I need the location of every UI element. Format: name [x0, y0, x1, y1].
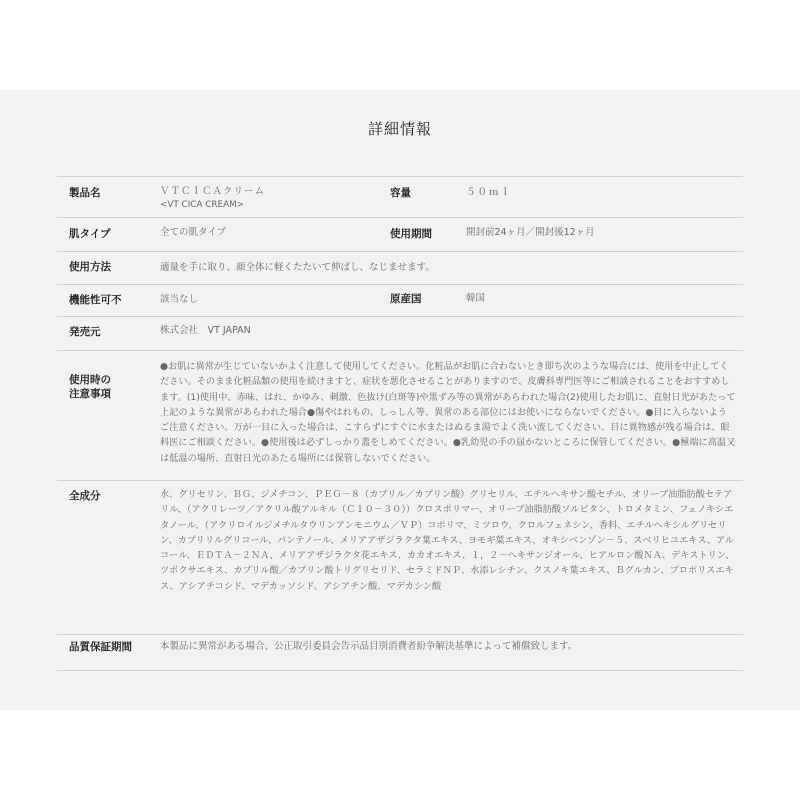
guarantee-label: 品質保証期間	[69, 641, 132, 653]
cautions-label-line1: 使用時の	[69, 374, 111, 386]
skin-type-label: 肌タイプ	[69, 228, 111, 240]
skin-type-value: 全ての肌タイプ	[160, 227, 227, 238]
product-name-label: 製品名	[69, 187, 101, 199]
cautions-label-line2: 注意事項	[69, 388, 111, 400]
guarantee-value: 本製品に異常がある場合、公正取引委員会告示品目別消費者紛争解決基準によって補償致します。	[160, 641, 578, 652]
ingredients-label: 全成分	[69, 490, 101, 502]
usage-period-value: 開封前24ヶ月／開封後12ヶ月	[466, 227, 595, 238]
row-functional	[57, 284, 743, 316]
functional-label: 機能性可不	[69, 294, 122, 306]
capacity-label: 容量	[390, 187, 411, 199]
table-bottom-rule	[57, 670, 743, 671]
usage-value: 適量を手に取り、顔全体に軽くたたいて伸ばし、なじませます。	[160, 262, 435, 273]
row-seller	[57, 316, 743, 350]
row-usage	[57, 251, 743, 284]
row-product-name	[57, 176, 743, 217]
seller-label: 発売元	[69, 326, 101, 338]
capacity-value: ５０ｍｌ	[466, 187, 513, 198]
cautions-text: ●お肌に異常が生じていないかよく注意して使用してください。化粧品がお肌に合わないとき即ち次のような場合には、使用を中止してください。そのまま化粧品類の使用を続けますと、症状を悪化させることがありますので、皮膚科専門医等にご相談されることをおすすめします。(1)使用中、赤味、はれ、かゆみ、刺激、色抜け(白斑等)や黒ずみ等の異常があらわれた場合(2)使用したお肌に、直射日光があたって上記のような異常があらわれた場合●傷やはれもの、しっしん等、異常のある部位にはお使いにならないでください。●目に入らないようご注意ください。万が一目に入った場合は、こすらずにすぐに水またはぬるま湯でよく洗い流してください。目に異物感が残る場合は、眼科医にご相談ください。●使用後は必ずしっかり蓋をしめてください。●乳幼児の手の届かないところに保管してください。●極端に高温又は低温の場所、直射日光のあたる場所には保管しないでください。	[160, 361, 736, 464]
page-title: 詳細情報	[367, 120, 432, 138]
functional-value: 該当なし	[160, 294, 199, 305]
ingredients-text: 水、グリセリン、ＢＧ、ジメチコン、ＰＥＧ－８（カプリル／カプリン酸）グリセリル、エチルヘキサン酸セチル、オリーブ油脂肪酸セテアリル、（アクリレーツ／アクリル酸アルキル（Ｃ１０－３０））クロスポリマー、オリーブ油脂肪酸ソルビタン、トロメタミン、フェノキシエタノール、（アクリロイルジメチルタウリンアンモニウム／ＶＰ）コポリマ、ミツロウ、クロルフェネシン、香料、エチルヘキシルグリセリン、カプリリルグリコール、パンテノール、メリアアザジラクタ葉エキス、ヨモギ葉エキス、オキシベンゾン－５、スベリヒユエキス、アルコール、ＥＤＴＡ－２ＮＡ、メリアアザジラクタ花エキス、カカオエキス、１，２－ヘキサンジオール、ヒアルロン酸ＮＡ、デキストリン、ツボクサエキス、カプリル酸／カプリン酸トリグリセリド、セラミドＮＰ、水添レシチン、クスノキ葉エキス、Ｂグルカン、プロポリスエキス、アシアチコシド、マデカッソシド、アシアチン酸、マデカシン酸	[160, 489, 735, 592]
origin-label: 原産国	[390, 293, 422, 305]
seller-value: 株式会社 VT JAPAN	[160, 325, 251, 336]
usage-period-label: 使用期間	[390, 228, 432, 240]
product-name-value: ＶＴＣＩＣＡクリーム	[160, 186, 266, 197]
row-skin-type	[57, 217, 743, 251]
usage-label: 使用方法	[69, 261, 111, 273]
row-cautions	[57, 350, 743, 480]
row-guarantee	[57, 634, 743, 671]
product-name-english: <VT CICA CREAM>	[160, 200, 245, 210]
origin-value: 韓国	[466, 293, 486, 304]
row-ingredients	[57, 480, 743, 634]
